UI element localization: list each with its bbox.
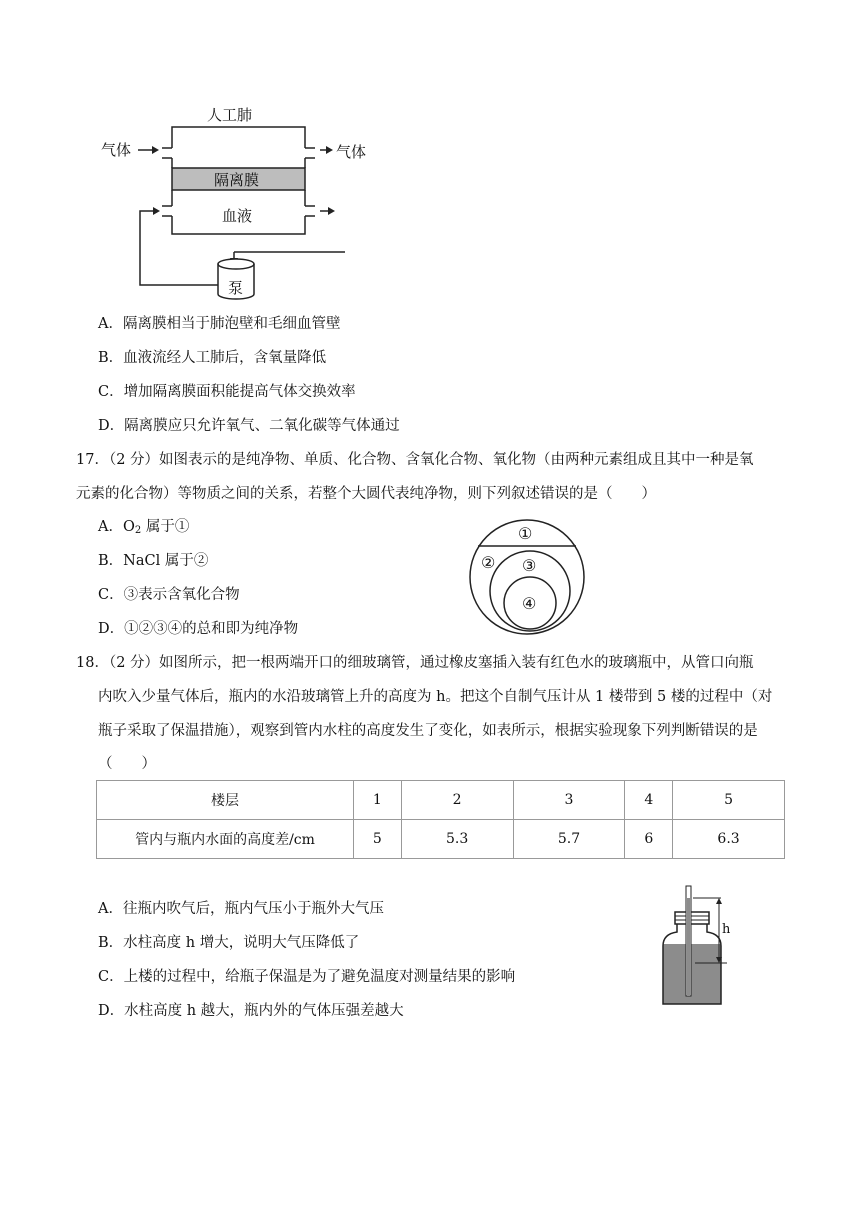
- q18-option-d: D．水柱高度 h 越大，瓶内外的气体压强差越大: [98, 1003, 404, 1019]
- table-cell: 4: [625, 781, 673, 820]
- q18-stem-line4: （ ）: [98, 756, 156, 772]
- q18-stem-line2: 内吹入少量气体后，瓶内的水沿玻璃管上升的高度为 h。把这个自制气压计从 1 楼带到 5 楼的过程中（对: [98, 689, 773, 705]
- table-header-floor: 楼层: [97, 781, 354, 820]
- h-dimension-label: h: [722, 922, 731, 937]
- artificial-lung-diagram: [90, 100, 360, 305]
- gas-in-label: 气体: [101, 141, 132, 159]
- table-cell: 3: [513, 781, 625, 820]
- q18-option-b: B．水柱高度 h 增大，说明大气压降低了: [98, 935, 360, 951]
- q18-stem-line1: 18．（2 分）如图所示，把一根两端开口的细玻璃管，通过橡皮塞插入装有红色水的玻璃瓶中，从管口向瓶: [76, 655, 754, 671]
- q17-option-b: B．NaCl 属于②: [98, 553, 209, 569]
- table-cell: 5: [354, 820, 402, 859]
- table-cell: 5.7: [513, 820, 625, 859]
- table-header-height: 管内与瓶内水面的高度差/cm: [97, 820, 354, 859]
- q17-option-d: D．①②③④的总和即为纯净物: [98, 621, 299, 637]
- membrane-label: 隔离膜: [214, 171, 260, 189]
- lung-title: 人工肺: [207, 106, 253, 124]
- circle-label-2: ②: [481, 553, 496, 572]
- q17-stem-line1: 17．（2 分）如图表示的是纯净物、单质、化合物、含氧化合物、氧化物（由两种元素组成且其中一种是氧: [76, 452, 754, 468]
- q16-option-b: B．血液流经人工肺后，含氧量降低: [98, 350, 327, 366]
- table-cell: 2: [401, 781, 513, 820]
- table-row: [97, 781, 785, 820]
- q17-option-a: A．$O_2$ 属于①: [98, 519, 190, 536]
- blood-label: 血液: [222, 207, 253, 225]
- q17-stem-line2: 元素的化合物）等物质之间的关系，若整个大圆代表纯净物，则下列叙述错误的是（ ）: [76, 486, 656, 502]
- pump-label: 泵: [228, 279, 244, 297]
- table-cell: 6: [625, 820, 673, 859]
- table-cell: 1: [354, 781, 402, 820]
- circle-label-3: ③: [522, 556, 537, 575]
- table-cell: 5.3: [401, 820, 513, 859]
- q16-option-c: C．增加隔离膜面积能提高气体交换效率: [98, 384, 356, 400]
- table-cell: 6.3: [673, 820, 785, 859]
- q18-stem-line3: 瓶子采取了保温措施），观察到管内水柱的高度发生了变化，如表所示，根据实验现象下列判断错误的是: [98, 723, 758, 739]
- table-cell: 5: [673, 781, 785, 820]
- q17-option-c: C．③表示含氧化合物: [98, 587, 240, 603]
- q18-option-a: A．往瓶内吹气后，瓶内气压小于瓶外大气压: [98, 901, 384, 917]
- q16-option-a: A．隔离膜相当于肺泡壁和毛细血管壁: [98, 316, 341, 332]
- gas-out-label: 气体: [336, 143, 367, 161]
- table-row: [97, 820, 785, 859]
- circle-label-1: ①: [518, 524, 533, 543]
- q16-option-d: D．隔离膜应只允许氧气、二氧化碳等气体通过: [98, 418, 400, 434]
- barometer-bottle-diagram: [655, 882, 745, 1010]
- q18-option-c: C．上楼的过程中，给瓶子保温是为了避免温度对测量结果的影响: [98, 969, 516, 985]
- floor-height-table: [96, 780, 785, 859]
- circle-label-4: ④: [522, 594, 537, 613]
